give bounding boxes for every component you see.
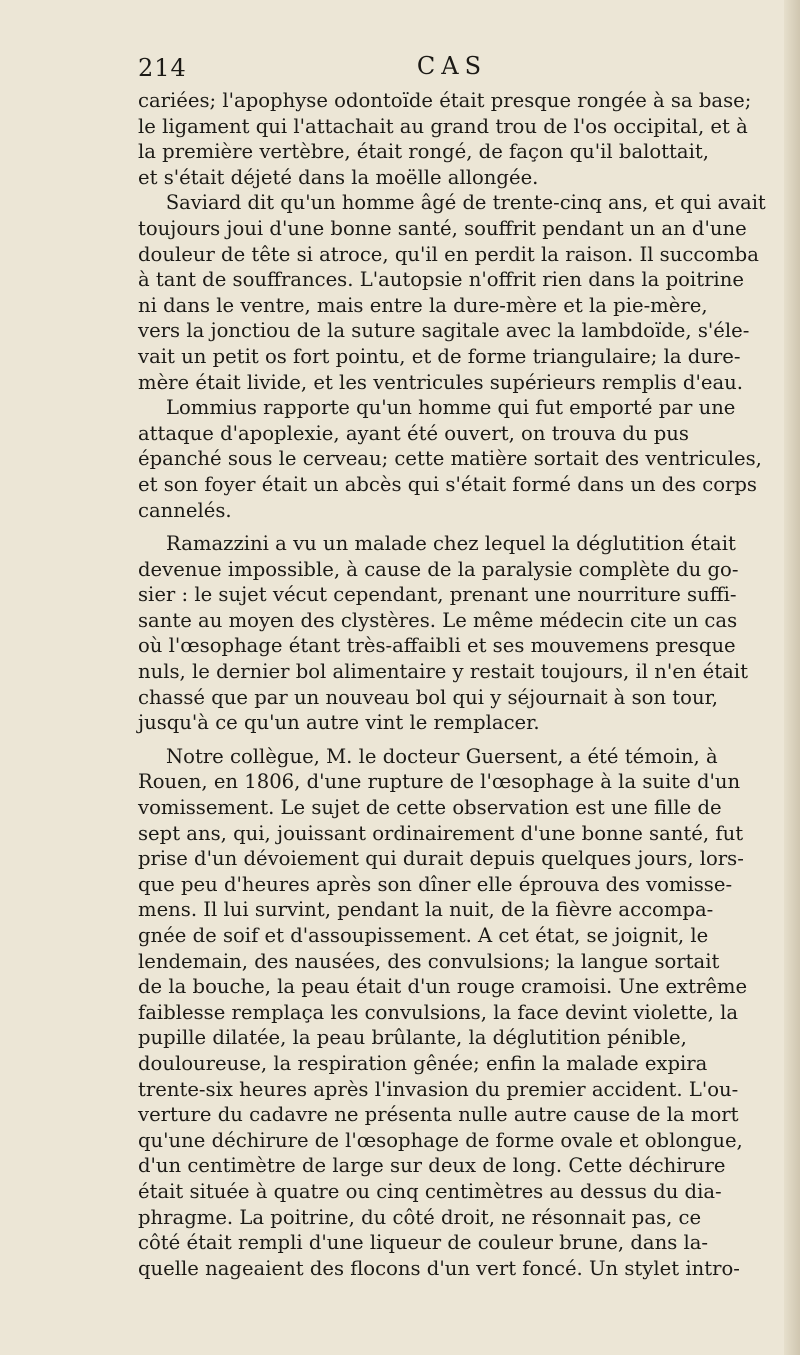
paragraph <box>138 88 766 190</box>
text-line: sier : le sujet vécut cependant, prenant une nourriture suffi- <box>138 583 737 607</box>
text-line: gnée de soif et d'assoupissement. A cet état, se joignit, le <box>138 924 709 947</box>
paragraph-gap <box>138 736 766 744</box>
text-line: le ligament qui l'attachait au grand trou de l'os occipital, et à <box>138 114 748 138</box>
text-line: toujours joui d'une bonne santé, souffrit pendant un an d'une <box>138 216 747 240</box>
text-line: de la bouche, la peau était d'un rouge cramoisi. Une extrême <box>138 975 748 999</box>
text-line: vomissement. Le sujet de cette observation est une fille de <box>138 796 722 820</box>
text-line: vait un petit os fort pointu, et de forme triangulaire; la dure- <box>138 344 741 368</box>
text-line: cannelés. <box>138 498 232 522</box>
page-number: 214 <box>138 54 187 82</box>
running-head: CAS <box>416 52 488 80</box>
page-header <box>138 50 766 84</box>
text-line: attaque d'apoplexie, ayant été ouvert, on trouva du pus <box>138 421 689 445</box>
text-line: qu'une déchirure de l'œsophage de forme ovale et oblongue, <box>138 1128 743 1152</box>
text-line: côté était rempli d'une liqueur de couleur brune, dans la- <box>138 1231 709 1255</box>
paragraph <box>138 190 766 395</box>
paragraph <box>138 744 766 1281</box>
text-line: verture du cadavre ne présenta nulle autre cause de la mort <box>138 1103 739 1127</box>
text-line: mère était livide, et les ventricules supérieurs remplis d'eau. <box>138 370 743 394</box>
text-line: Ramazzini a vu un malade chez lequel la déglutition était <box>166 532 736 556</box>
text-line: prise d'un dévoiement qui durait depuis quelques jours, lors- <box>138 847 744 871</box>
text-line: et s'était déjeté dans la moëlle allongée. <box>138 165 539 189</box>
text-line: jusqu'à ce qu'un autre vint le remplacer. <box>138 711 540 735</box>
paragraph-gap <box>138 523 766 531</box>
body-text <box>138 88 766 1281</box>
text-line: ni dans le ventre, mais entre la dure-mère et la pie-mère, <box>138 293 708 317</box>
text-line: douleur de tête si atroce, qu'il en perdit la raison. Il succomba <box>138 242 759 266</box>
text-line: Rouen, en 1806, d'une rupture de l'œsophage à la suite d'un <box>138 770 741 794</box>
text-line: et son foyer était un abcès qui s'était formé dans un des corps <box>138 472 757 496</box>
text-line: sept ans, qui, jouissant ordinairement d'une bonne santé, fut <box>138 821 744 845</box>
text-line: Saviard dit qu'un homme âgé de trente-cinq ans, et qui avait <box>165 191 766 215</box>
text-line: sante au moyen des clystères. Le même médecin cite un cas <box>138 608 738 632</box>
text-line: cariées; l'apophyse odontoïde était presque rongée à sa base; <box>138 89 752 112</box>
text-line: était située à quatre ou cinq centimètres au dessus du dia- <box>138 1179 722 1203</box>
text-line: pupille dilatée, la peau brûlante, la déglutition pénible, <box>138 1026 687 1050</box>
text-line: Lommius rapporte qu'un homme qui fut emporté par une <box>166 396 736 420</box>
text-line: vers la jonctiou de la suture sagitale avec la lambdoïde, s'éle- <box>138 319 750 343</box>
text-line: la première vertèbre, était rongé, de façon qu'il balottait, <box>138 140 709 164</box>
text-line: que peu d'heures après son dîner elle éprouva des vomisse- <box>138 872 733 896</box>
paragraph <box>138 395 766 523</box>
text-line: phragme. La poitrine, du côté droit, ne résonnait pas, ce <box>138 1205 702 1229</box>
text-line: mens. Il lui survint, pendant la nuit, de la fièvre accompa- <box>138 898 714 922</box>
text-line: nuls, le dernier bol alimentaire y restait toujours, il n'en était <box>138 660 748 684</box>
text-line: chassé que par un nouveau bol qui y séjournait à son tour, <box>138 685 719 709</box>
text-line: épanché sous le cerveau; cette matière sortait des ventricules, <box>138 447 762 471</box>
text-line: à tant de souffrances. L'autopsie n'offrit rien dans la poitrine <box>138 268 744 292</box>
text-line: trente-six heures après l'invasion du premier accident. L'ou- <box>138 1077 739 1101</box>
text-line: lendemain, des nausées, des convulsions; la langue sortait <box>138 949 720 973</box>
page-edge <box>784 0 800 1355</box>
text-line: faiblesse remplaça les convulsions, la face devint violette, la <box>138 1000 739 1024</box>
text-line: douloureuse, la respiration gênée; enfin la malade expira <box>138 1051 708 1075</box>
text-line: d'un centimètre de large sur deux de long. Cette déchirure <box>138 1154 726 1178</box>
text-line: devenue impossible, à cause de la paralysie complète du go- <box>138 557 739 581</box>
text-line: où l'œsophage étant très-affaibli et ses mouvemens presque <box>138 634 736 658</box>
paragraph <box>138 531 766 736</box>
text-line: Notre collègue, M. le docteur Guersent, a été témoin, à <box>166 744 718 768</box>
text-line: quelle nageaient des flocons d'un vert foncé. Un stylet intro- <box>138 1256 740 1280</box>
